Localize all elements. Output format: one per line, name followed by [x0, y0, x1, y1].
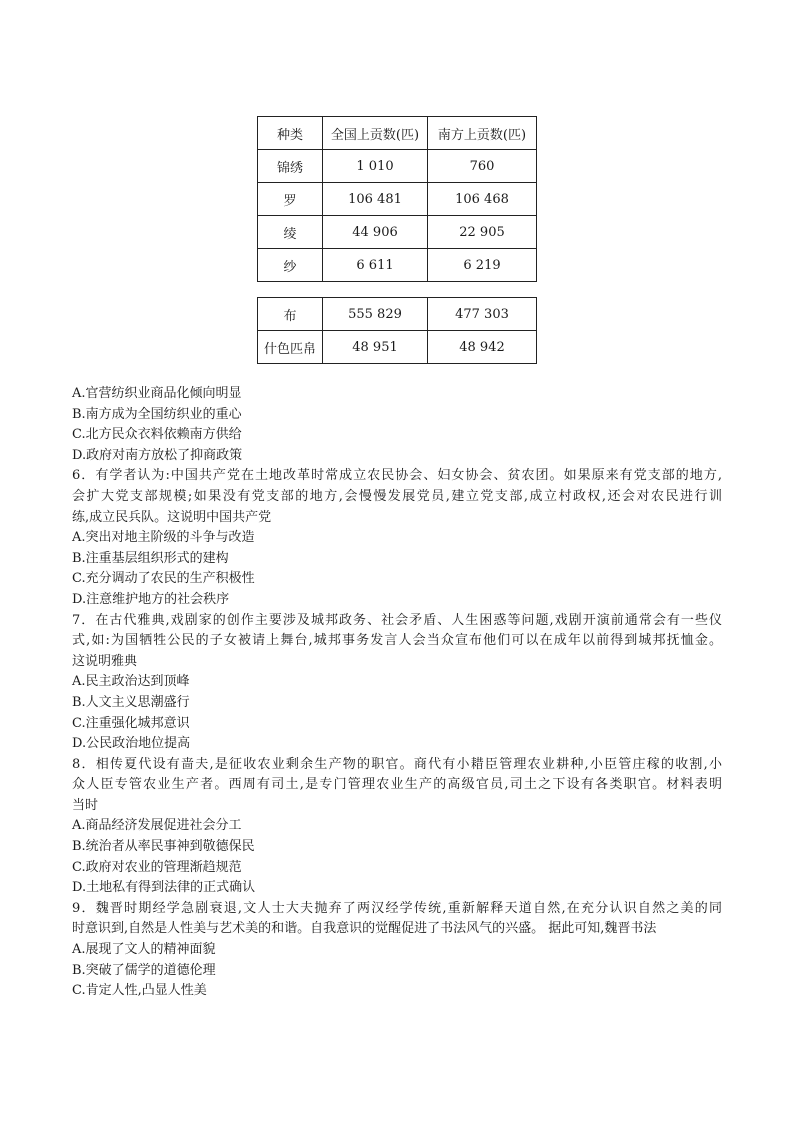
- question-8-stem: 众人臣专管农业生产者。西周有司土,是专门管理农业生产的高级官员,司土之下设有各类职官。材料表明: [72, 777, 722, 793]
- option-a: A.商品经济发展促进社会分工: [72, 818, 242, 834]
- table-row: [258, 150, 537, 183]
- option-a: A.官营纺织业商品化倾向明显: [72, 386, 242, 401]
- question-8-stem: 当时: [72, 797, 99, 813]
- option-c: C.北方民众衣料依赖南方供给: [72, 427, 242, 443]
- table-cell: 1 010: [323, 150, 428, 183]
- option-c: C.肯定人性,凸显人性美: [72, 983, 207, 999]
- option-a: A.展现了文人的精神面貌: [72, 942, 216, 958]
- option-b: B.人文主义思潮盛行: [72, 694, 190, 710]
- table-cell: 6 219: [428, 249, 537, 282]
- option-d: D.土地私有得到法律的正式确认: [72, 880, 256, 896]
- table-cell: 罗: [258, 183, 323, 216]
- table-row: [258, 183, 537, 216]
- table-cell: 106 468: [428, 183, 537, 216]
- question-7-stem: 式,如:为国牺牲公民的子女被请上舞台,城邦事务发言人会当众宣布他们可以在成年以前得到城邦抚恤金。: [72, 633, 722, 649]
- table-header-cell: 种类: [258, 117, 323, 150]
- question-text: [72, 384, 722, 1002]
- question-7-stem: 这说明雅典: [72, 653, 138, 669]
- table-cell: 106 481: [323, 183, 428, 216]
- table-cell: 760: [428, 150, 537, 183]
- option-a: A.突出对地主阶级的斗争与改造: [72, 530, 255, 546]
- question-9-stem: 时意识到,自然是人性美与艺术美的和谐。自我意识的觉醒促进了书法风气的兴盛。 据此可知,魏晋书法: [72, 921, 657, 937]
- table-cell: 22 905: [428, 216, 537, 249]
- question-9-stem: 9．魏晋时期经学急剧衰退,文人士大夫抛弃了两汉经学传统,重新解释天道自然,在充分认识自然之美的同: [72, 900, 722, 916]
- table-row: [258, 249, 537, 282]
- table-header-row: [258, 117, 537, 150]
- table-cell: 6 611: [323, 249, 428, 282]
- option-c: C.注重强化城邦意识: [72, 715, 190, 731]
- table-cell: 44 906: [323, 216, 428, 249]
- table-cell: 绫: [258, 216, 323, 249]
- tribute-table-bottom: [257, 297, 537, 364]
- table-cell: 555 829: [323, 298, 428, 331]
- table-cell: 477 303: [428, 298, 537, 331]
- table-cell: 布: [258, 298, 323, 331]
- table-row: [258, 216, 537, 249]
- option-b: B.南方成为全国纺织业的重心: [72, 406, 242, 422]
- question-7-stem: 7．在古代雅典,戏剧家的创作主要涉及城邦政务、社会矛盾、人生困惑等问题,戏剧开演前通常会有一些仪: [72, 612, 722, 628]
- table-cell: 48 942: [428, 331, 537, 364]
- table-cell: 纱: [258, 249, 323, 282]
- table-header-cell: 南方上贡数(匹): [428, 117, 537, 150]
- option-c: C.政府对农业的管理渐趋规范: [72, 859, 242, 875]
- option-b: B.突破了儒学的道德伦理: [72, 962, 216, 978]
- option-c: C.充分调动了农民的生产积极性: [72, 571, 255, 587]
- option-b: B.注重基层组织形式的建构: [72, 550, 229, 566]
- option-a: A.民主政治达到顶峰: [72, 674, 190, 690]
- table-row: [258, 298, 537, 331]
- tribute-table-top: [257, 116, 537, 282]
- table-cell: 48 951: [323, 331, 428, 364]
- table-header-cell: 全国上贡数(匹): [323, 117, 428, 150]
- question-8-stem: 8．相传夏代设有啬夫,是征收农业剩余生产物的职官。商代有小耤臣管理农业耕种,小臣管庄稼的收割,小: [72, 756, 722, 772]
- option-d: D.公民政治地位提高: [72, 736, 191, 752]
- question-6-stem: 会扩大党支部规模;如果没有党支部的地方,会慢慢发展党员,建立党支部,成立村政权,还会对农民进行训: [72, 488, 722, 504]
- table-cell: 什色匹帛: [258, 331, 323, 364]
- question-6-stem: 6．有学者认为:中国共产党在土地改革时常成立农民协会、妇女协会、贫农团。如果原来有党支部的地方,: [72, 468, 722, 484]
- option-d: D.政府对南方放松了抑商政策: [72, 447, 243, 463]
- table-cell: 锦绣: [258, 150, 323, 183]
- option-b: B.统治者从率民事神到敬德保民: [72, 839, 255, 855]
- question-6-stem: 练,成立民兵队。这说明中国共产党: [72, 509, 272, 525]
- option-d: D.注意维护地方的社会秩序: [72, 591, 230, 607]
- table-row: [258, 331, 537, 364]
